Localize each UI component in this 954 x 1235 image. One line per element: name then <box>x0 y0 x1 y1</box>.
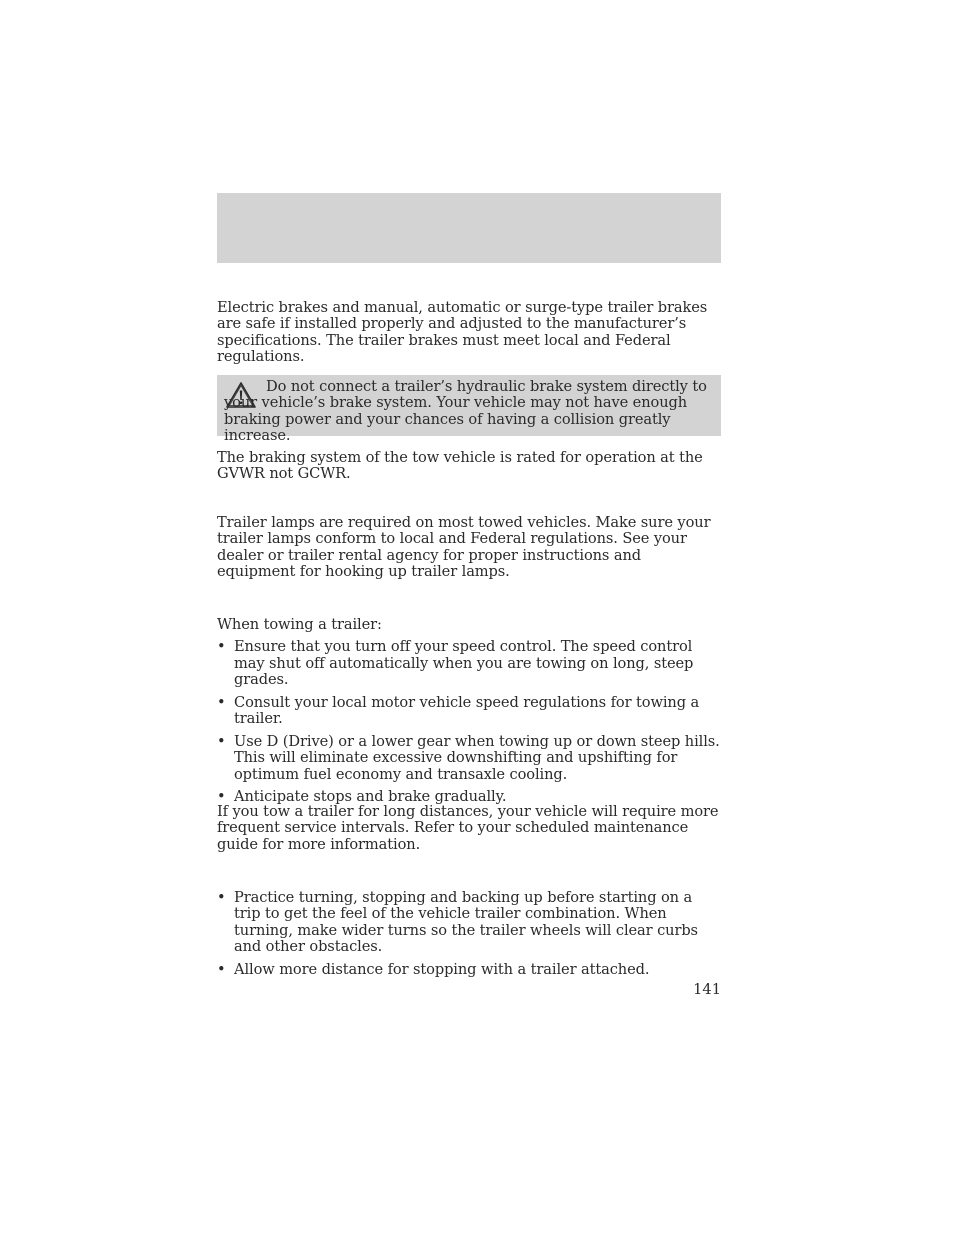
list-item <box>217 695 722 728</box>
list-item-text: Allow more distance for stopping with a trailer attached. <box>234 960 650 978</box>
list-item <box>217 890 722 955</box>
page-number: 141 <box>693 981 721 998</box>
intro-paragraph: Electric brakes and manual, automatic or surge-type trailer brakes are safe if installed properly and adjusted to the manufacturer’s specifications. The trailer brakes must meet local and Federal regulations. <box>217 299 708 365</box>
lamps-paragraph: Trailer lamps are required on most towed vehicles. Make sure your trailer lamps conform to local and Federal regulations. See your dealer or trailer rental agency for proper instructions and equipment for hooking up trailer lamps. <box>217 514 711 580</box>
list-item-text: Use D (Drive) or a lower gear when towing up or down steep hills. This will eliminate excessive downshifting and upshifting for optimum fuel economy and transaxle cooling. <box>234 732 720 783</box>
bullet-glyph: • <box>217 693 226 711</box>
chapter-header-band <box>217 193 721 263</box>
bullet-glyph: • <box>217 960 226 978</box>
bullet-glyph: • <box>217 788 226 806</box>
list-item-text: Practice turning, stopping and backing up before starting on a trip to get the feel of the vehicle trailer combination. When turning, make wider turns so the trailer wheels will clear curbs and other obstacles. <box>234 889 698 955</box>
towing-section <box>217 617 722 812</box>
list-item-text: Anticipate stops and brake gradually. <box>234 788 507 806</box>
bullet-glyph: • <box>217 638 226 656</box>
list-item <box>217 639 722 688</box>
electric-brakes-section <box>217 300 722 365</box>
trailer-lamps-section <box>217 515 722 580</box>
list-item <box>217 962 722 978</box>
list-item <box>217 734 722 783</box>
warning-box <box>217 375 721 444</box>
list-item-text: Consult your local motor vehicle speed regulations for towing a trailer. <box>234 693 700 728</box>
service-paragraph: If you tow a trailer for long distances, your vehicle will require more frequent service intervals. Refer to your scheduled maintenance guide for more information. <box>217 803 719 853</box>
list-item-text: Ensure that you turn off your speed control. The speed control may shut off automatically when you are towing on long, steep grades. <box>234 638 694 688</box>
driving-tips-section <box>217 890 722 985</box>
bullet-glyph: • <box>217 732 226 750</box>
bullet-glyph: • <box>217 889 226 906</box>
towing-intro: When towing a trailer: <box>217 616 382 633</box>
warning-text: Do not connect a trailer’s hydraulic brake system directly to your vehicle’s brake system. Your vehicle may not have enough braking power and your chances of having a collision greatly increase. <box>224 378 707 444</box>
braking-paragraph: The braking system of the tow vehicle is rated for operation at the GVWR not GCWR. <box>217 449 703 483</box>
service-section <box>217 804 722 853</box>
braking-system-section <box>217 450 722 483</box>
towing-bullet-list <box>217 639 722 805</box>
driving-bullet-list <box>217 890 722 978</box>
